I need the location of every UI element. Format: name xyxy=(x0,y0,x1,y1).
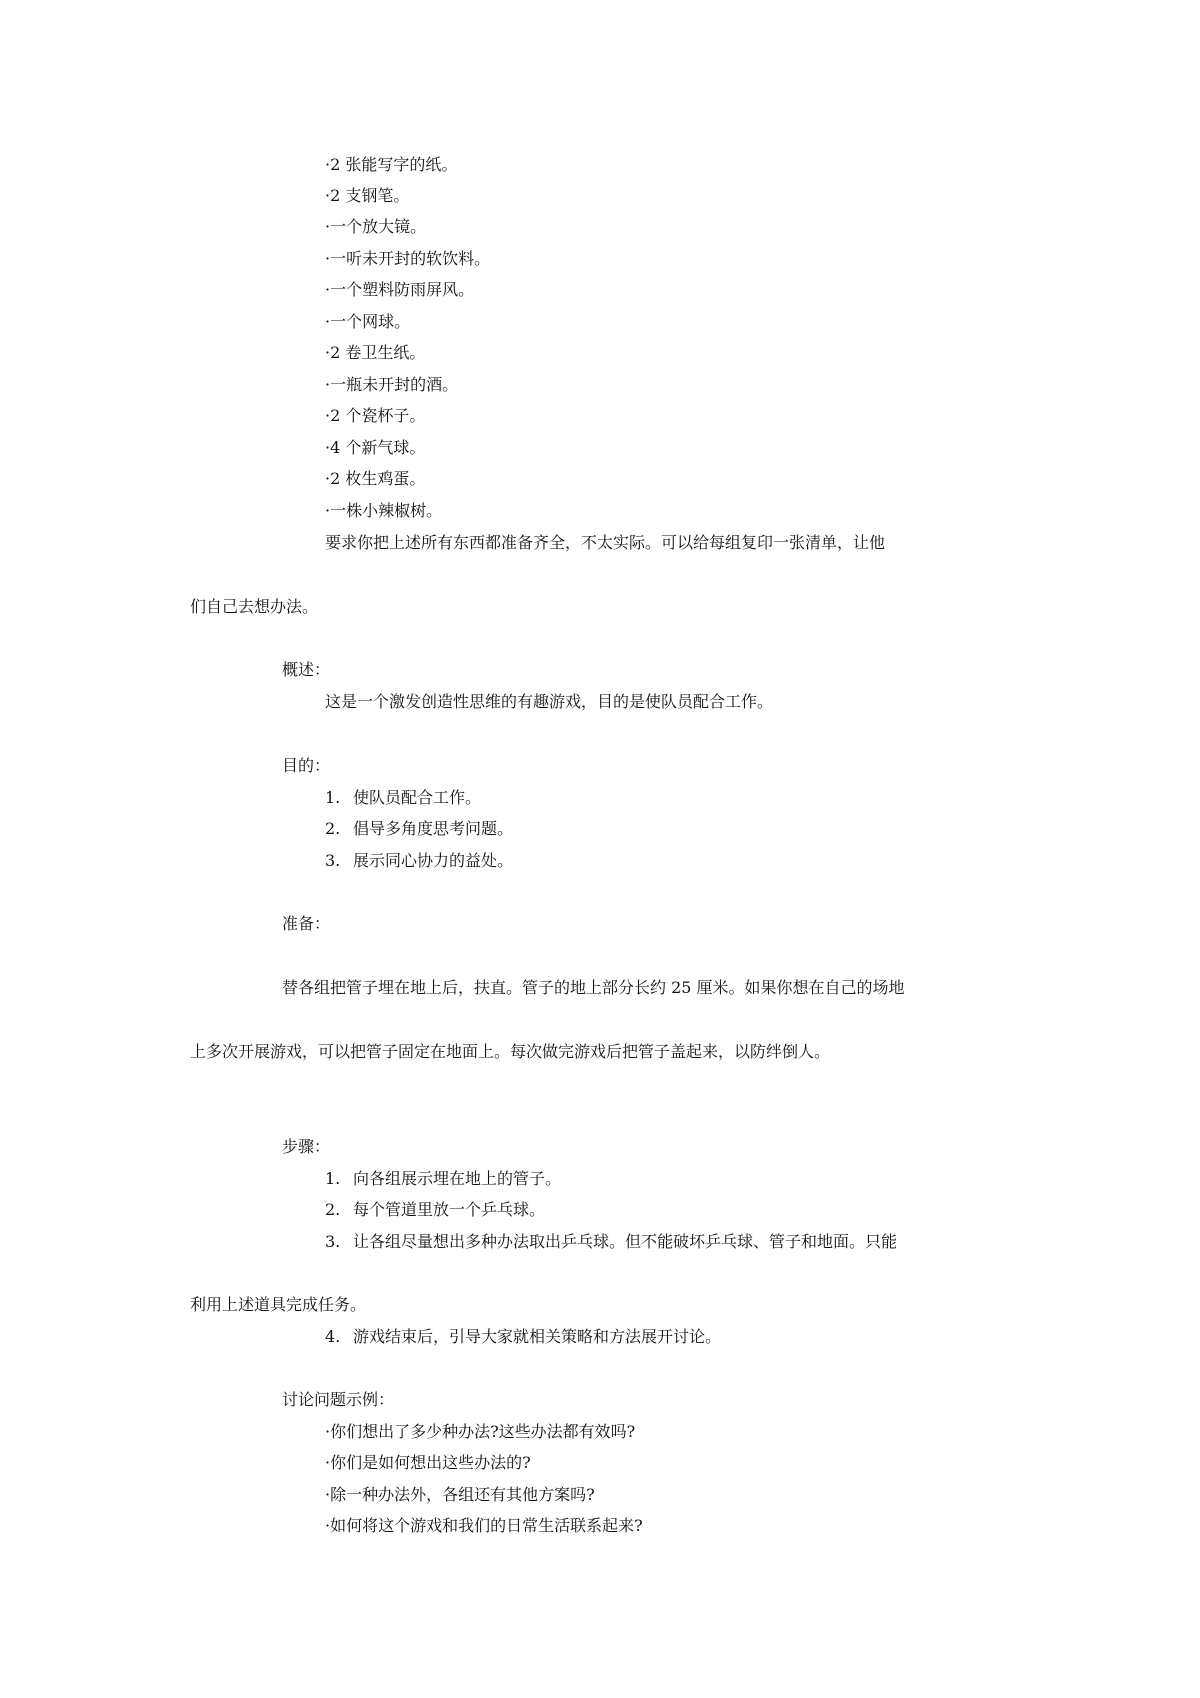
material-item: ·4 个新气球。 xyxy=(325,438,426,457)
overview-heading: 概述： xyxy=(282,660,331,679)
material-item: ·一瓶未开封的酒。 xyxy=(325,375,459,394)
material-item: ·2 卷卫生纸。 xyxy=(325,343,426,362)
step-item xyxy=(325,1168,561,1190)
material-item: ·2 枚生鸡蛋。 xyxy=(325,469,426,488)
purpose-item-text: 展示同心协力的益处。 xyxy=(353,851,514,870)
step-item-text: 让各组尽量想出多种办法取出乒乓球。但不能破坏乒乓球、管子和地面。只能 xyxy=(353,1232,898,1251)
materials-note-line1: 要求你把上述所有东西都准备齐全，不太实际。可以给每组复印一张清单，让他 xyxy=(325,533,886,552)
discussion-item: ·你们是如何想出这些办法的? xyxy=(325,1453,531,1472)
step-item-number: 3. xyxy=(325,1232,341,1251)
purpose-item-text: 倡导多角度思考问题。 xyxy=(353,819,514,838)
discussion-heading: 讨论问题示例： xyxy=(282,1390,395,1409)
material-item: ·一个放大镜。 xyxy=(325,217,427,236)
discussion-item: ·你们想出了多少种办法?这些办法都有效吗? xyxy=(325,1422,636,1441)
overview-text: 这是一个激发创造性思维的有趣游戏，目的是使队员配合工作。 xyxy=(325,692,774,711)
preparation-heading: 准备： xyxy=(282,914,331,933)
discussion-item: ·除一种办法外，各组还有其他方案吗? xyxy=(325,1485,595,1504)
steps-heading: 步骤： xyxy=(282,1137,331,1156)
purpose-item xyxy=(325,818,513,840)
step-item xyxy=(325,1231,897,1253)
purpose-item-number: 1. xyxy=(325,788,341,807)
material-item: ·2 张能写字的纸。 xyxy=(325,155,458,174)
purpose-heading: 目的： xyxy=(282,756,331,775)
purpose-item-number: 3. xyxy=(325,851,341,870)
material-item: ·一个网球。 xyxy=(325,312,411,331)
step-item-number: 1. xyxy=(325,1169,341,1188)
purpose-item xyxy=(325,850,513,872)
step-item-text: 游戏结束后，引导大家就相关策略和方法展开讨论。 xyxy=(353,1327,722,1346)
purpose-item-number: 2. xyxy=(325,819,341,838)
materials-note-line2: 们自己去想办法。 xyxy=(190,597,319,616)
material-item: ·一听未开封的软饮料。 xyxy=(325,249,491,268)
preparation-line1: 替各组把管子埋在地上后，扶直。管子的地上部分长约 25 厘米。如果你想在自己的场地 xyxy=(282,978,905,997)
material-item: ·2 支钢笔。 xyxy=(325,186,410,205)
material-item: ·2 个瓷杯子。 xyxy=(325,406,426,425)
step-item-text: 向各组展示埋在地上的管子。 xyxy=(353,1169,562,1188)
material-item: ·一个塑料防雨屏风。 xyxy=(325,280,475,299)
step-item xyxy=(325,1199,545,1221)
preparation-line2: 上多次开展游戏，可以把管子固定在地面上。每次做完游戏后把管子盖起来，以防绊倒人。 xyxy=(190,1042,831,1061)
step-item-number: 2. xyxy=(325,1200,341,1219)
step-item-number: 4. xyxy=(325,1327,341,1346)
step-continuation: 利用上述道具完成任务。 xyxy=(190,1295,367,1314)
step-item-text: 每个管道里放一个乒乓球。 xyxy=(353,1200,546,1219)
step-item xyxy=(325,1326,721,1348)
discussion-item: ·如何将这个游戏和我们的日常生活联系起来? xyxy=(325,1516,643,1535)
purpose-item xyxy=(325,787,481,809)
purpose-item-text: 使队员配合工作。 xyxy=(353,788,482,807)
material-item: ·一株小辣椒树。 xyxy=(325,501,443,520)
